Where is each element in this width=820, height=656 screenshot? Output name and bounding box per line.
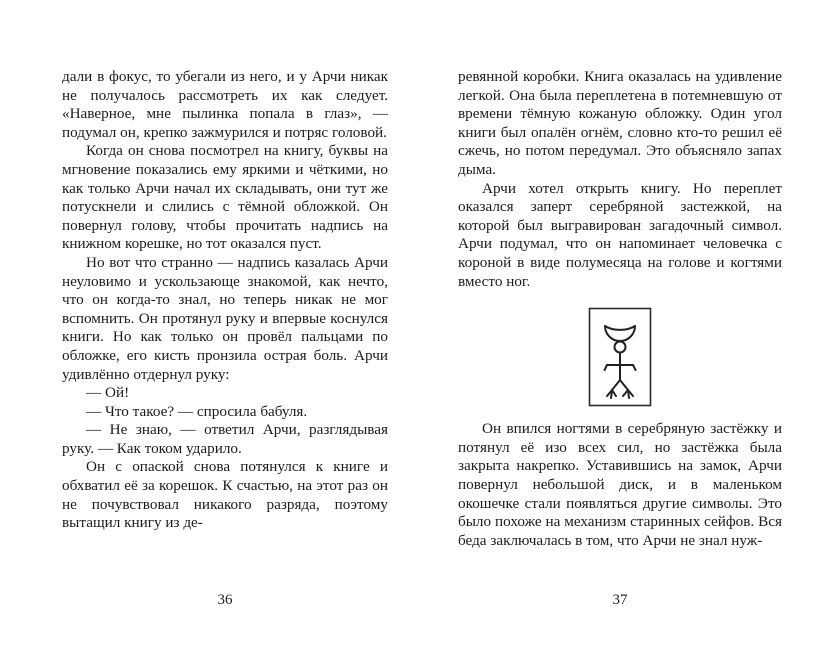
- dialogue-line: — Ой!: [86, 384, 130, 402]
- paragraph: Когда он снова посмотрел на книгу, буквы на мгновение показались ему яркими и чёткими, но как только Арчи начал их складывать, они тут же потускнели и слились с тёмной обложкой. Он повернул голову, чтобы прочитать надпись на книжном корешке, но тот оказался пуст.: [62, 142, 388, 253]
- paragraph: Арчи хотел открыть книгу. Но переплет оказался заперт серебряной застежкой, на которой был выгравирован загадочный символ. Арчи подумал, что он напоминает человечка с короной в виде полумесяца на голове и когтями вместо ног.: [458, 179, 782, 290]
- page-right: [458, 68, 782, 628]
- page-left: [62, 68, 388, 628]
- page-number-left: 36: [217, 592, 233, 608]
- paragraph: ревянной коробки. Книга оказалась на удивление легкой. Она была переплетена в потемневшую от времени тёмную кожаную обложку. Один угол книги был опалён огнём, словно кто-то решил её сжечь, но потом передумал. Это объясняло запах дыма.: [458, 68, 782, 178]
- dialogue-line: — Что такое? — спросила бабуля.: [86, 402, 308, 420]
- dialogue-line: — Не знаю, — ответил Арчи, разглядывая руку. — Как током ударило.: [62, 421, 388, 457]
- paragraph: Но вот что странно — надпись казалась Арчи неуловимо и ускользающе знакомой, как нечто, что он когда-то знал, но теперь никак не мог вспомнить. Он протянул руку и впервые коснулся книги. Но как только он провёл пальцами по обложке, его кисть пронзила острая боль. Арчи удивлённо отдернул руку:: [62, 253, 388, 383]
- symbol-illustration: [588, 307, 652, 407]
- paragraph: Он с опаской снова потянулся к книге и обхватил её за корешок. К счастью, на этот раз он не почувствовал никакого разряда, поэтому вытащил книгу из де-: [62, 458, 388, 532]
- paragraph: дали в фокус, то убегали из него, и у Арчи никак не получалось рассмотреть их как следует. «Наверное, мне пылинка попала в глаз», — подумал он, крепко зажмурился и потряс головой.: [62, 68, 388, 141]
- page-number-right: 37: [612, 592, 628, 608]
- crescent-crowned-figure-icon: [588, 307, 652, 407]
- paragraph: Он впился ногтями в серебряную застёжку и потянул её изо всех сил, но застёжка была закрыта накрепко. Уставившись на замок, Арчи повернул небольшой диск, и в маленьком окошечке стали появляться другие символы. Это было похоже на механизм старинных сейфов. Вся беда заключалась в том, что Арчи не знал нуж-: [458, 420, 782, 549]
